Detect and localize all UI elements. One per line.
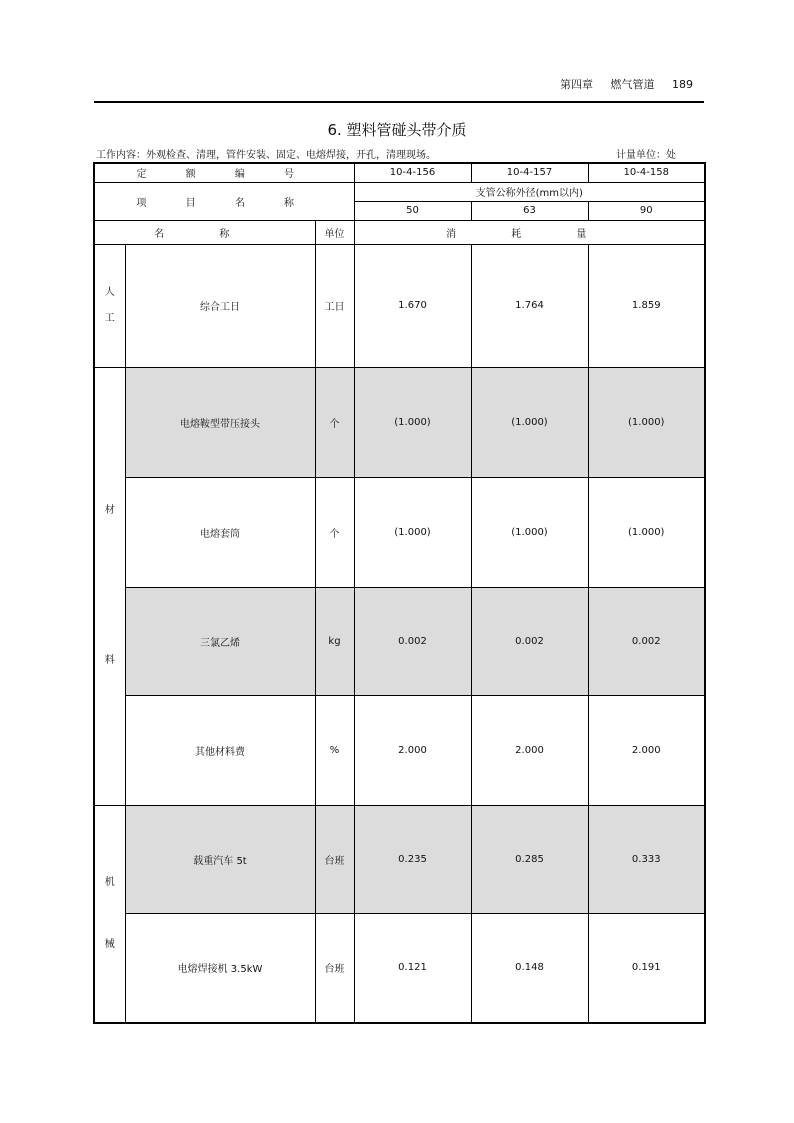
chapter-label: 第四章	[560, 78, 593, 91]
spec-value: 63	[471, 201, 588, 220]
row-unit: 个	[315, 367, 354, 477]
group-char: 人	[104, 286, 115, 298]
measure-unit: 计量单位：处	[616, 150, 676, 161]
row-value: 0.333	[588, 805, 705, 913]
row-value: (1.000)	[354, 477, 471, 587]
row-value: (1.000)	[588, 477, 705, 587]
row-unit: 台班	[315, 805, 354, 913]
col-consumption-header: 消 耗 量	[354, 220, 705, 244]
row-name: 其他材料费	[125, 695, 315, 805]
table-row	[94, 244, 705, 367]
group-machine	[94, 805, 125, 1023]
spec-header-row	[94, 182, 705, 201]
group-labor	[94, 244, 125, 367]
row-value: 1.764	[471, 244, 588, 367]
row-name: 载重汽车 5t	[125, 805, 315, 913]
row-value: 1.859	[588, 244, 705, 367]
table-row	[94, 477, 705, 587]
row-unit: 个	[315, 477, 354, 587]
row-unit: 台班	[315, 913, 354, 1023]
row-value: 0.235	[354, 805, 471, 913]
row-value: 0.121	[354, 913, 471, 1023]
row-name: 电熔鞍型带压接头	[125, 367, 315, 477]
page-header	[560, 76, 693, 92]
row-value: 0.285	[471, 805, 588, 913]
row-value: 2.000	[471, 695, 588, 805]
row-value: 0.002	[588, 587, 705, 695]
group-char: 械	[104, 938, 115, 950]
col-unit-header: 单位	[315, 220, 354, 244]
page-title: 6. 塑料管碰头带介质	[327, 121, 467, 139]
row-unit: kg	[315, 587, 354, 695]
table-row	[94, 913, 705, 1023]
row-value: 0.002	[354, 587, 471, 695]
row-value: 0.002	[471, 587, 588, 695]
work-content: 工作内容：外观检查、清理，管件安装、固定、电熔焊接，开孔，清理现场。	[96, 150, 436, 161]
row-value: (1.000)	[471, 477, 588, 587]
spec-header: 支管公称外径(mm以内)	[354, 182, 705, 201]
group-char: 材	[104, 505, 115, 516]
group-material	[94, 367, 125, 805]
row-value: (1.000)	[354, 367, 471, 477]
row-name: 电熔焊接机 3.5kW	[125, 913, 315, 1023]
code-cell: 10-4-158	[588, 163, 705, 182]
header-rule	[94, 101, 704, 103]
quota-table	[93, 162, 706, 1024]
section-label: 燃气管道	[610, 78, 655, 91]
table-row	[94, 695, 705, 805]
table-row	[94, 587, 705, 695]
code-cell: 10-4-157	[471, 163, 588, 182]
row-name: 电熔套筒	[125, 477, 315, 587]
col-name-header: 名 称	[94, 220, 315, 244]
row-name: 三氯乙烯	[125, 587, 315, 695]
row-unit: 工日	[315, 244, 354, 367]
row-value: (1.000)	[471, 367, 588, 477]
table-row	[94, 367, 705, 477]
code-cell: 10-4-156	[354, 163, 471, 182]
row-value: 2.000	[354, 695, 471, 805]
group-char: 机	[104, 876, 115, 888]
row-value: 1.670	[354, 244, 471, 367]
group-char: 工	[104, 312, 115, 324]
group-char: 料	[104, 655, 115, 666]
row-unit: %	[315, 695, 354, 805]
spec-value: 50	[354, 201, 471, 220]
quota-code-row	[94, 163, 705, 182]
row-value: (1.000)	[588, 367, 705, 477]
spec-value: 90	[588, 201, 705, 220]
quota-label: 定 额 编 号	[94, 163, 354, 182]
row-value: 0.148	[471, 913, 588, 1023]
page-number: 189	[672, 78, 693, 91]
table-row	[94, 805, 705, 913]
row-name: 综合工日	[125, 244, 315, 367]
row-value: 0.191	[588, 913, 705, 1023]
item-label: 项 目 名 称	[94, 182, 354, 220]
column-header-row	[94, 220, 705, 244]
row-value: 2.000	[588, 695, 705, 805]
